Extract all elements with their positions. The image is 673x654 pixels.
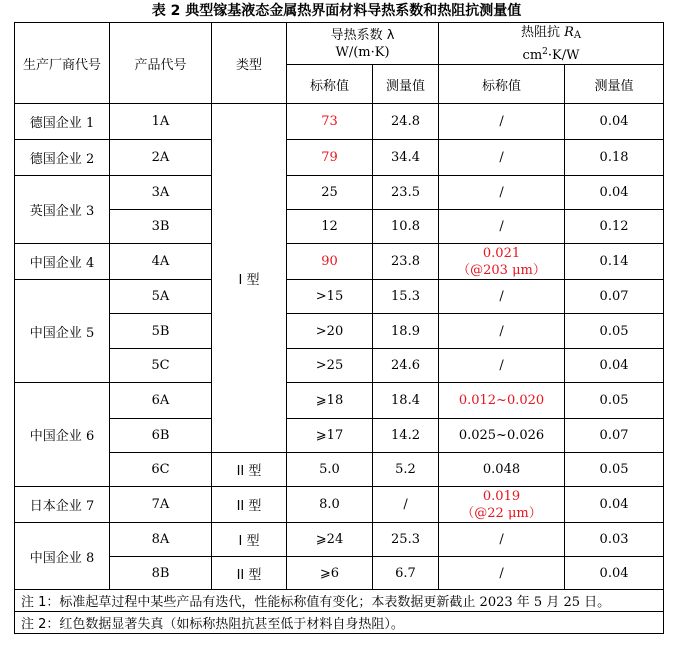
k-measured: 24.8	[373, 104, 439, 140]
header-conductivity-unit: W/(m·K)	[335, 44, 390, 60]
r-nominal: 0.012~0.020	[439, 383, 565, 419]
type-cell: II 型	[212, 487, 287, 523]
r-measured: 0.04	[565, 349, 664, 383]
header-resistance-symbol: R	[564, 24, 574, 40]
table-row	[15, 104, 664, 140]
header-resistance-subscript: A	[573, 29, 582, 41]
table-row	[15, 523, 664, 557]
note-2: 注 2：红色数据显著失真（如标称热阻抗甚至低于材料自身热阻）。	[15, 612, 664, 634]
product-code: 2A	[110, 140, 212, 176]
k-nominal: 8.0	[287, 487, 373, 523]
product-code: 5C	[110, 349, 212, 383]
r-nominal: /	[439, 557, 565, 590]
product-code: 5B	[110, 314, 212, 349]
product-code: 8B	[110, 557, 212, 590]
manufacturer-cell: 德国企业 1	[15, 104, 110, 140]
table-row	[15, 140, 664, 176]
k-nominal: 79	[287, 140, 373, 176]
k-nominal: >15	[287, 280, 373, 314]
product-code: 3B	[110, 210, 212, 244]
data-table	[14, 22, 664, 634]
type-cell: II 型	[212, 557, 287, 590]
k-nominal: 5.0	[287, 453, 373, 487]
table-row	[15, 419, 664, 453]
r-measured: 0.05	[565, 314, 664, 349]
manufacturer-cell: 英国企业 3	[15, 176, 110, 244]
product-code: 3A	[110, 176, 212, 210]
k-measured: /	[373, 487, 439, 523]
r-measured: 0.18	[565, 140, 664, 176]
r-nominal: /	[439, 280, 565, 314]
r-measured: 0.04	[565, 487, 664, 523]
header-k-measured: 测量值	[373, 65, 439, 104]
r-measured: 0.12	[565, 210, 664, 244]
r-measured: 0.04	[565, 557, 664, 590]
r-measured: 0.14	[565, 244, 664, 280]
r-nominal: /	[439, 140, 565, 176]
k-nominal: 73	[287, 104, 373, 140]
k-measured: 34.4	[373, 140, 439, 176]
table-row	[15, 244, 664, 280]
r-nominal: 0.048	[439, 453, 565, 487]
product-code: 6B	[110, 419, 212, 453]
table-row	[15, 487, 664, 523]
r-nominal: /	[439, 349, 565, 383]
k-measured: 14.2	[373, 419, 439, 453]
r-measured: 0.04	[565, 104, 664, 140]
k-nominal: >20	[287, 314, 373, 349]
table-row	[15, 176, 664, 210]
header-product: 产品代号	[110, 23, 212, 104]
header-r-nominal: 标称值	[439, 65, 565, 104]
k-measured: 18.4	[373, 383, 439, 419]
r-nominal: 0.025~0.026	[439, 419, 565, 453]
table-row	[15, 453, 664, 487]
table-caption: 表 2 典型镓基液态金属热界面材料导热系数和热阻抗测量值	[151, 3, 522, 19]
note-1: 注 1：标准起草过程中某些产品有迭代，性能标称值有变化；本表数据更新截止 2023 年 5 月 25 日。	[15, 590, 664, 612]
product-code: 8A	[110, 523, 212, 557]
r-nominal: 0.019 （@22 μm）	[439, 487, 565, 523]
header-conductivity-label: 导热系数 λ	[330, 27, 395, 43]
table-row	[15, 557, 664, 590]
product-code: 1A	[110, 104, 212, 140]
k-measured: 10.8	[373, 210, 439, 244]
k-measured: 24.6	[373, 349, 439, 383]
manufacturer-cell: 德国企业 2	[15, 140, 110, 176]
manufacturer-cell: 日本企业 7	[15, 487, 110, 523]
k-measured: 6.7	[373, 557, 439, 590]
product-code: 5A	[110, 280, 212, 314]
header-resistance-unit: cm	[522, 47, 543, 63]
header-manufacturer: 生产厂商代号	[15, 23, 110, 104]
r-measured: 0.03	[565, 523, 664, 557]
manufacturer-cell: 中国企业 8	[15, 523, 110, 590]
manufacturer-cell: 中国企业 5	[15, 280, 110, 383]
type-cell: I 型	[212, 523, 287, 557]
header-resistance-label: 热阻抗	[520, 24, 565, 40]
product-code: 7A	[110, 487, 212, 523]
k-measured: 25.3	[373, 523, 439, 557]
product-code: 4A	[110, 244, 212, 280]
type-cell: I 型	[212, 104, 287, 453]
header-r-measured: 测量值	[565, 65, 664, 104]
r-nominal: /	[439, 314, 565, 349]
k-nominal: ⩾18	[287, 383, 373, 419]
r-nominal: /	[439, 104, 565, 140]
r-nominal: /	[439, 176, 565, 210]
table-row	[15, 280, 664, 314]
k-nominal: ⩾24	[287, 523, 373, 557]
product-code: 6C	[110, 453, 212, 487]
product-code: 6A	[110, 383, 212, 419]
header-type: 类型	[212, 23, 287, 104]
header-k-nominal: 标称值	[287, 65, 373, 104]
k-nominal: ⩾6	[287, 557, 373, 590]
table-row	[15, 349, 664, 383]
table-row	[15, 314, 664, 349]
k-nominal: >25	[287, 349, 373, 383]
k-measured: 23.5	[373, 176, 439, 210]
header-resistance: 热阻抗 $R_A$ $cm^2\cdot K/W$	[439, 23, 664, 65]
k-nominal: 25	[287, 176, 373, 210]
type-cell: II 型	[212, 453, 287, 487]
header-conductivity	[287, 23, 439, 65]
r-nominal: /	[439, 210, 565, 244]
k-nominal: ⩾17	[287, 419, 373, 453]
k-nominal: 12	[287, 210, 373, 244]
table-row	[15, 383, 664, 419]
r-measured: 0.07	[565, 419, 664, 453]
manufacturer-cell: 中国企业 4	[15, 244, 110, 280]
r-measured: 0.07	[565, 280, 664, 314]
r-measured: 0.05	[565, 383, 664, 419]
k-measured: 5.2	[373, 453, 439, 487]
k-nominal: 90	[287, 244, 373, 280]
manufacturer-cell: 中国企业 6	[15, 383, 110, 487]
k-measured: 15.3	[373, 280, 439, 314]
r-measured: 0.05	[565, 453, 664, 487]
k-measured: 18.9	[373, 314, 439, 349]
r-measured: 0.04	[565, 176, 664, 210]
table-row	[15, 210, 664, 244]
k-measured: 23.8	[373, 244, 439, 280]
r-nominal: /	[439, 523, 565, 557]
r-nominal: 0.021 （@203 μm）	[439, 244, 565, 280]
